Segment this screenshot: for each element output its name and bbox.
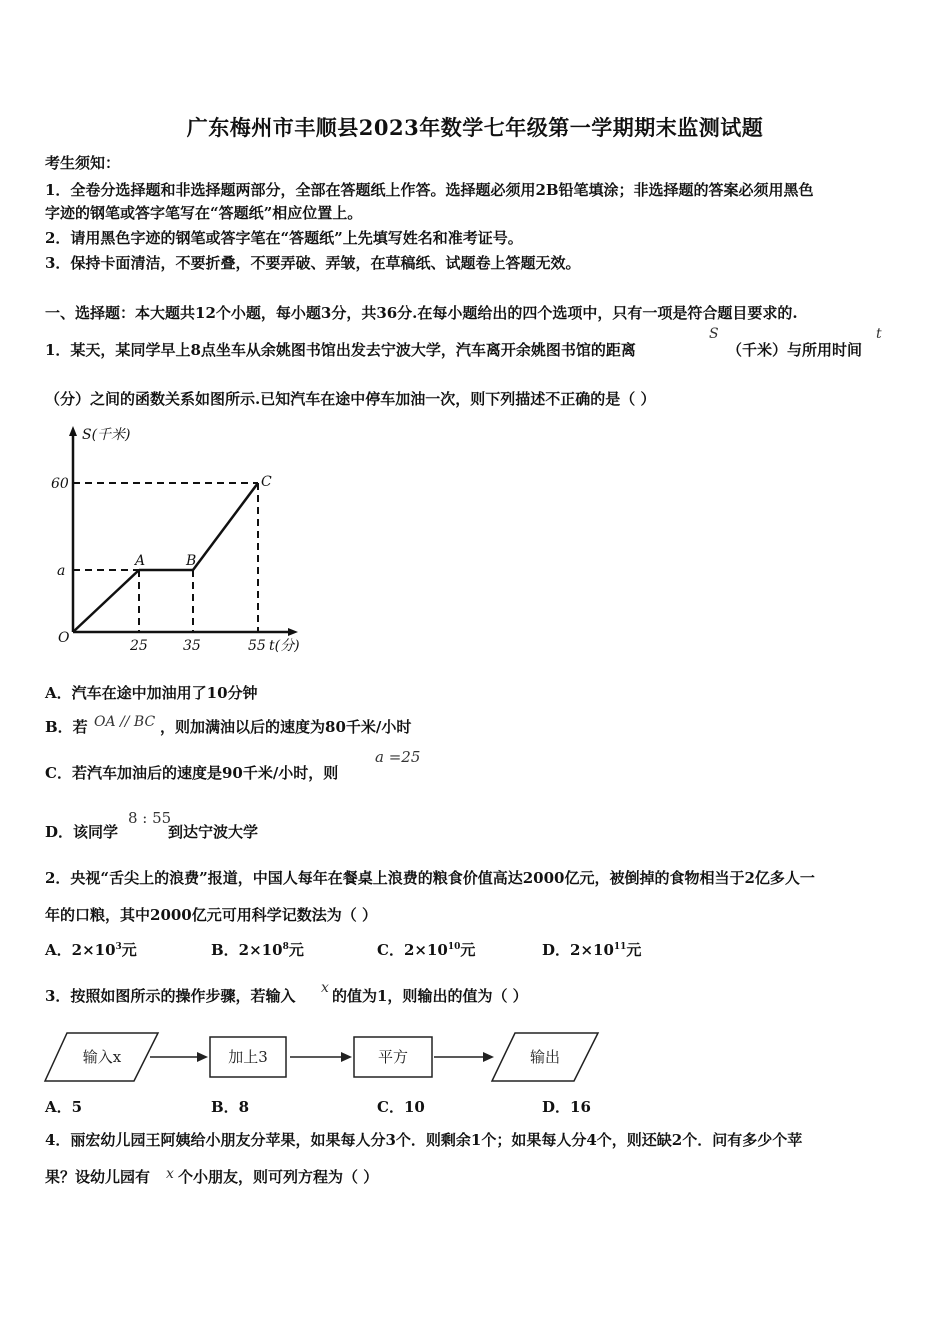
origin-label: O (58, 630, 70, 646)
q1-option-d-prefix: D．该同学 (45, 823, 119, 841)
q1-var-t: t (876, 326, 882, 342)
q2-option-a: A．$2\times 10^3$元 (45, 941, 137, 959)
point-C-label: C (261, 474, 272, 490)
y-axis-arrow (69, 426, 77, 436)
flow-square-label: 平方 (377, 1048, 409, 1066)
flow-add-label: 加上3 (228, 1048, 268, 1066)
q2-option-d: D．$2\times 10^{11}$元 (542, 941, 642, 959)
segment-OA (73, 570, 139, 632)
x-axis-label: t(分) (269, 638, 300, 654)
y-tick-60: 60 (51, 476, 69, 492)
q3-text-b: 的值为1，则输出的值为（ ） (332, 987, 528, 1005)
q4-var-x: x (166, 1166, 174, 1182)
q4-line-2b: 个小朋友，则可列方程为（ ） (178, 1168, 379, 1186)
q1-text-c: （分）之间的函数关系如图所示.已知汽车在途中停车加油一次，则下列描述不正确的是（ ） (45, 390, 656, 408)
section-heading: 一、选择题：本大题共12个小题，每小题3分，共36分.在每小题给出的四个选项中，只有一项是符合题目要求的. (45, 304, 798, 322)
notice-line-2: 2．请用黑色字迹的钢笔或答字笔在“答题纸”上先填写姓名和准考证号。 (45, 229, 523, 247)
point-A-label: A (135, 553, 146, 569)
y-axis-label: S(千米) (82, 427, 131, 443)
q4-line-1: 4．丽宏幼儿园王阿姨给小朋友分苹果，如果每人分3个．则剩余1个；如果每人分4个，则还缺2个．问有多少个苹 (45, 1131, 803, 1149)
q3-var-x: x (321, 980, 329, 996)
x-tick-35: 35 (183, 638, 201, 654)
operation-flowchart (40, 1025, 610, 1090)
q1-option-c-math: a =25 (375, 748, 421, 766)
y-tick-a: a (57, 563, 66, 579)
x-axis-arrow (288, 628, 298, 636)
point-B-label: B (186, 553, 197, 569)
q3-option-a: A．5 (45, 1098, 83, 1116)
q1-option-d-suffix: 到达宁波大学 (168, 823, 259, 841)
q2-option-b: B．$2\times 10^8$元 (211, 941, 304, 959)
notice-line-1b: 字迹的钢笔或答字笔写在“答题纸”相应位置上。 (45, 204, 363, 222)
notice-heading: 考生须知： (45, 154, 121, 172)
arrow-3-head (483, 1052, 494, 1062)
q1-text-a: 1．某天，某同学早上8点坐车从余姚图书馆出发去宁波大学，汽车离开余姚图书馆的距离 (45, 341, 636, 359)
flow-output-label: 输出 (529, 1048, 561, 1066)
q3-option-b: B．8 (211, 1098, 250, 1116)
notice-line-1a: 1．全卷分选择题和非选择题两部分，全部在答题纸上作答。选择题必须用2B铅笔填涂；非选择题的答案必须用黑色 (45, 181, 814, 199)
q1-option-a: A．汽车在途中加油用了10分钟 (45, 684, 258, 702)
q1-option-b-suffix: ，则加满油以后的速度为80千米/小时 (160, 718, 412, 736)
q1-var-s: S (709, 326, 719, 342)
q4-line-2a: 果？设幼儿园有 (45, 1168, 151, 1186)
q1-option-b-prefix: B．若 (45, 718, 88, 736)
q1-option-b-math: OA // BC (94, 714, 156, 730)
segment-BC (193, 483, 258, 570)
x-tick-55: 55 (248, 638, 266, 654)
x-tick-25: 25 (130, 638, 148, 654)
q3-text-a: 3．按照如图所示的操作步骤，若输入 (45, 987, 296, 1005)
q1-text-b: （千米）与所用时间 (727, 341, 863, 359)
q3-option-c: C．10 (377, 1098, 425, 1116)
q3-option-d: D．16 (542, 1098, 591, 1116)
arrow-2-head (341, 1052, 352, 1062)
q1-option-d-math: 8 : 55 (128, 809, 172, 827)
q2-option-c: C．$2\times 10^{10}$元 (377, 941, 476, 959)
q2-line-2: 年的口粮，其中2000亿元可用科学记数法为（ ） (45, 906, 377, 924)
notice-line-3: 3．保持卡面清洁，不要折叠，不要弄破、弄皱，在草稿纸、试题卷上答题无效。 (45, 254, 581, 272)
page-title: 广东梅州市丰顺县2023年数学七年级第一学期期末监测试题 (186, 115, 764, 140)
flow-input-label: 输入x (82, 1048, 122, 1066)
distance-time-graph (40, 420, 340, 660)
q1-option-c-prefix: C．若汽车加油后的速度是90千米/小时，则 (45, 764, 339, 782)
arrow-1-head (197, 1052, 208, 1062)
q2-line-1: 2．央视“舌尖上的浪费”报道，中国人每年在餐桌上浪费的粮食价值高达2000亿元，被倒掉的食物相当于2亿多人一 (45, 869, 815, 887)
